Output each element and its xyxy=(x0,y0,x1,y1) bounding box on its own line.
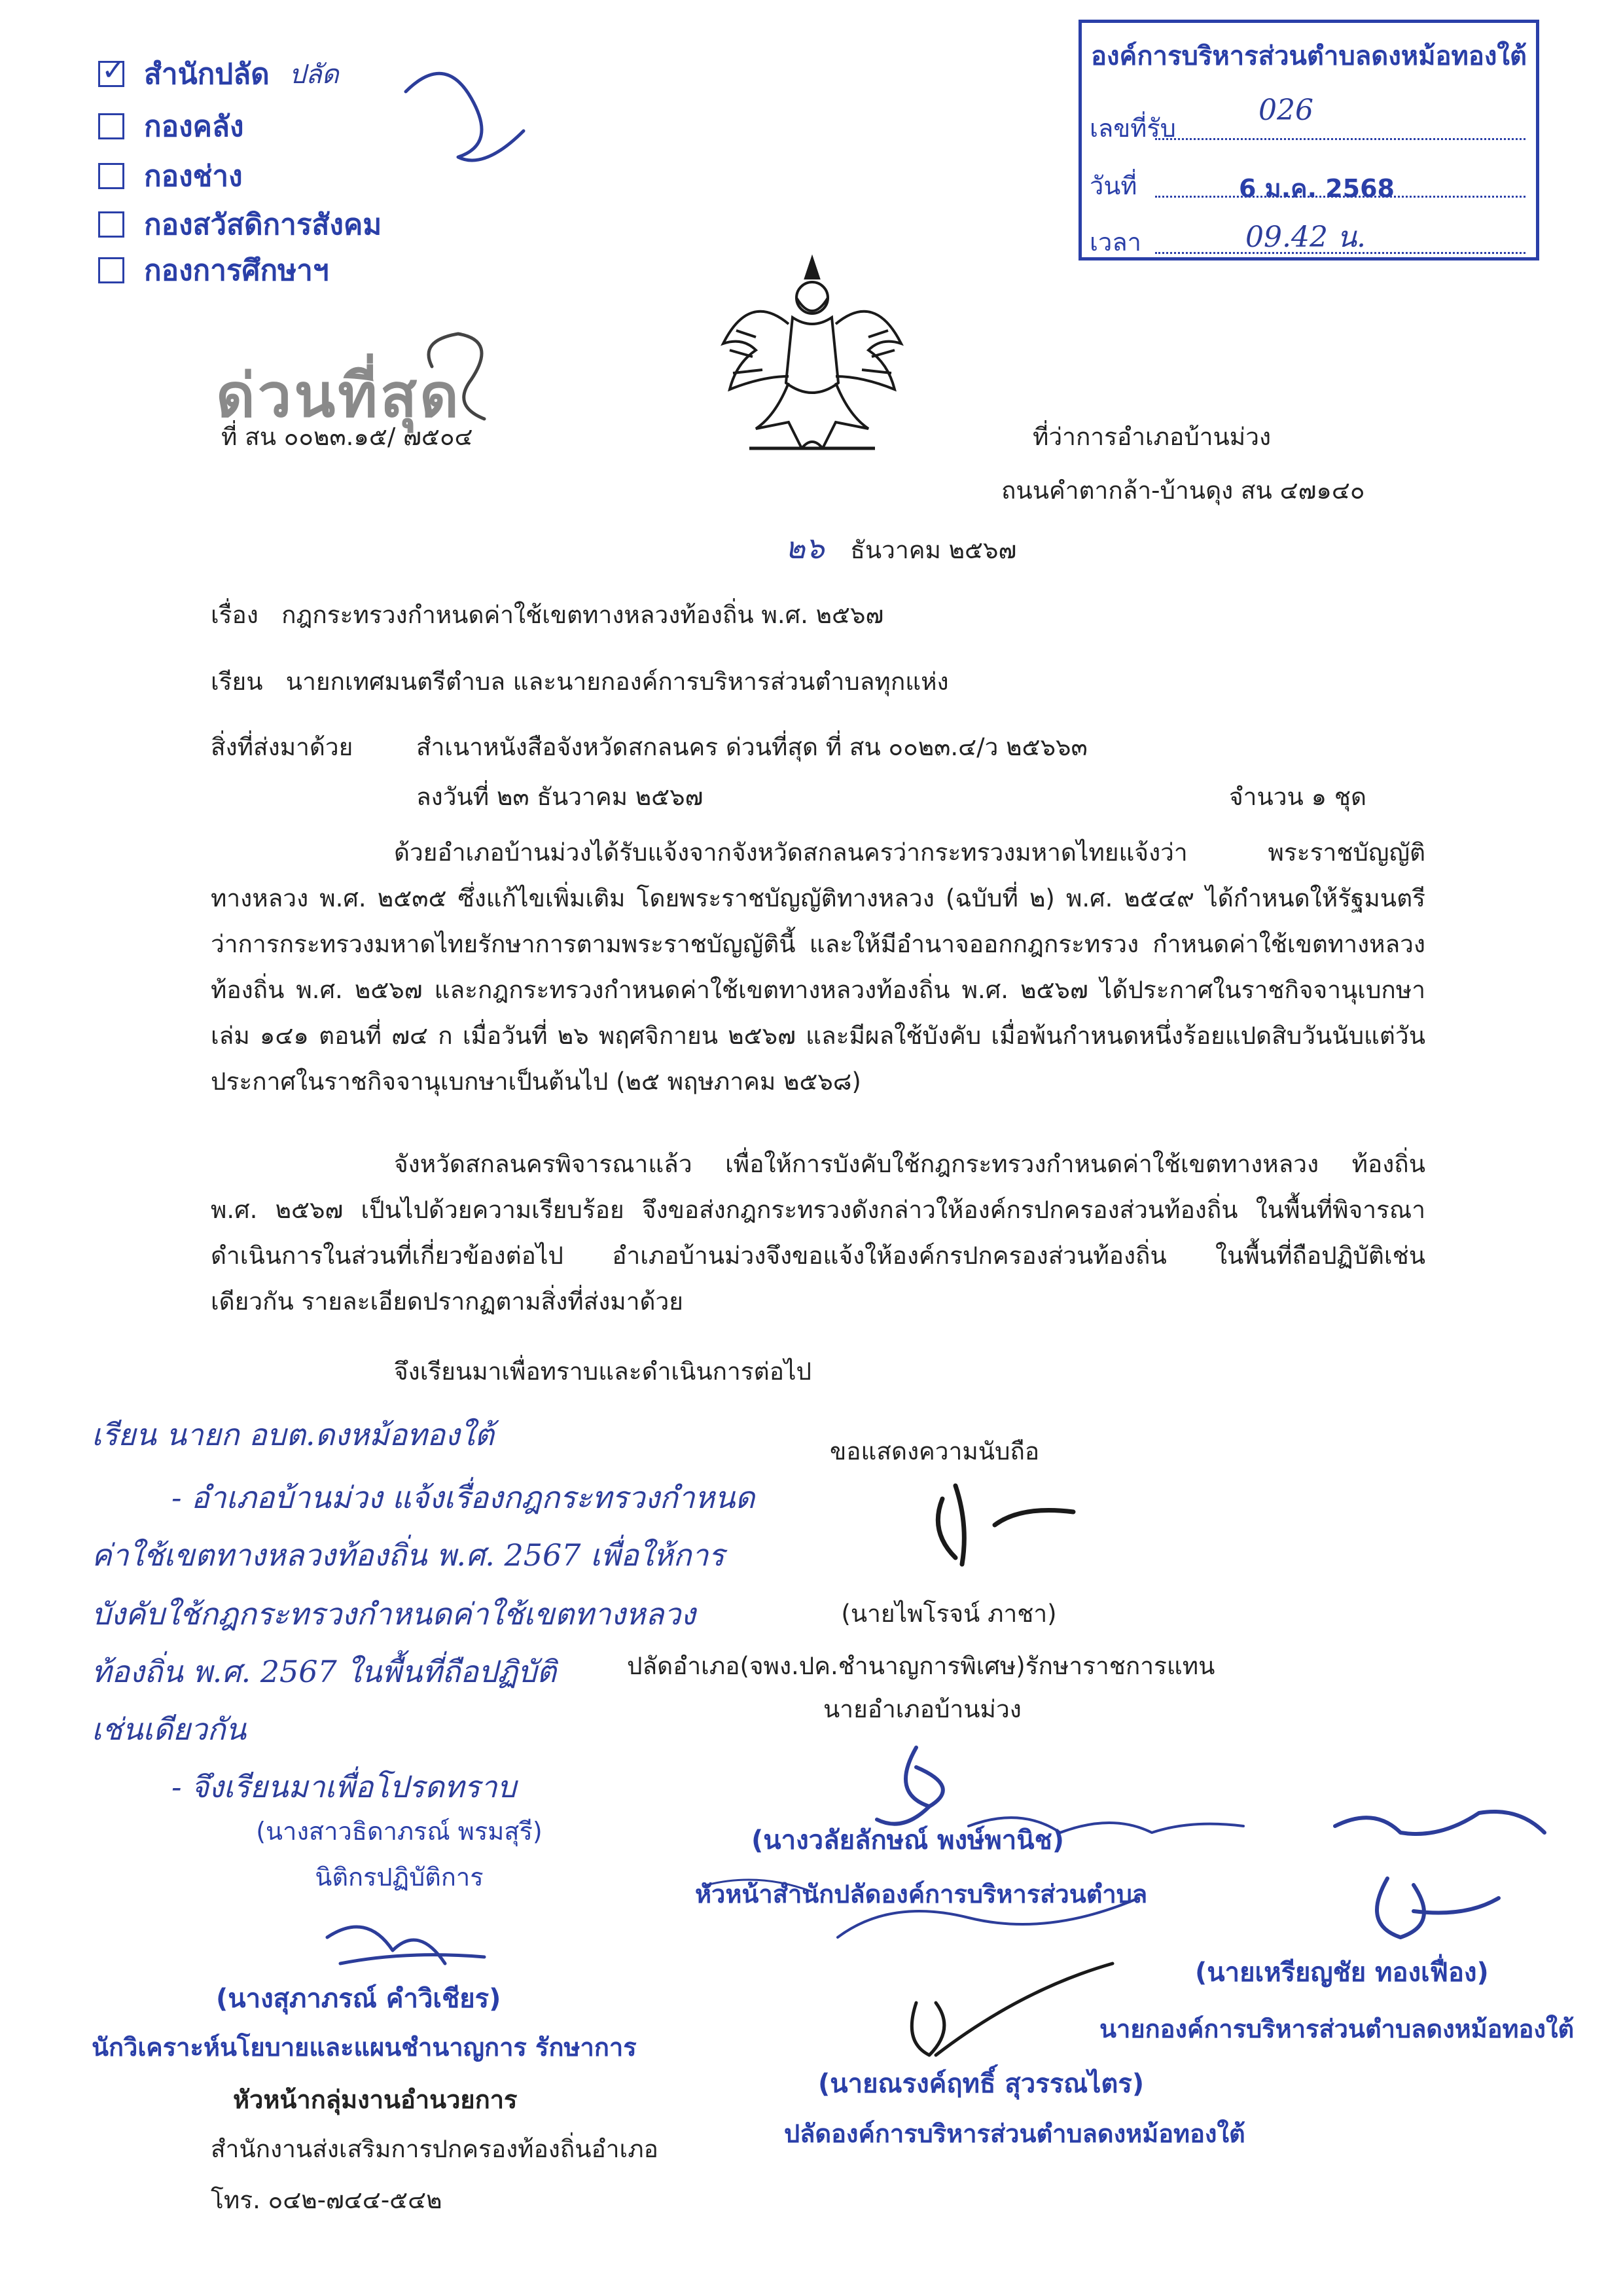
receipt-no-line xyxy=(1155,138,1525,140)
subject-line xyxy=(211,601,883,630)
deputy-chief-signature xyxy=(912,1964,1113,2055)
checkbox xyxy=(98,257,124,283)
legal-officer-name: (นางสาวธิดาภรณ์ พรมสุรี) xyxy=(256,1817,543,1846)
routing-item-label: กองสวัสดิการสังคม xyxy=(144,208,382,242)
mayor-name: (นายเหรียญชัย ทองเฟื่อง) xyxy=(1195,1958,1489,1988)
routing-item-engineering xyxy=(98,153,243,199)
receipt-stamp xyxy=(1079,20,1539,260)
receipt-stamp-org: องค์การบริหารส่วนตำบลดงหม้อทองใต้ xyxy=(1091,41,1527,71)
footer-phone: โทร. ๐๔๒-๗๔๔-๕๔๒ xyxy=(211,2186,442,2214)
mayor-initials xyxy=(1377,1878,1499,1937)
routing-item-label: สำนักปลัด xyxy=(144,58,270,91)
routing-item-admin-office xyxy=(98,51,339,97)
enclosure-line-2: ลงวันที่ ๒๓ ธันวาคม ๒๕๖๗ xyxy=(416,783,704,811)
closing-line: จึงเรียนมาเพื่อทราบและดำเนินการต่อไป xyxy=(394,1357,812,1386)
regards: ขอแสดงความนับถือ xyxy=(830,1437,1040,1465)
recipient-line xyxy=(211,668,949,696)
checkbox xyxy=(98,113,124,139)
signatory-signature xyxy=(938,1486,1073,1564)
enclosure-line-1: สำเนาหนังสือจังหวัดสกลนคร ด่วนที่สุด ที่ สน ๐๐๒๓.๔/ว ๒๕๖๖๓ xyxy=(416,733,1088,761)
receipt-time-label: เวลา xyxy=(1090,228,1141,257)
body-paragraph-1-text: ด้วยอำเภอบ้านม่วงได้รับแจ้งจากจังหวัดสกลนครว่ากระทรวงมหาดไทยแจ้งว่า พระราชบัญญัติทางหลวง พ.ศ. ๒๕๓๕ ซึ่งแก้ไขเพิ่มเติม โดยพระราชบัญญัติทางหลวง (ฉบับที่ ๒) พ.ศ. ๒๕๔๙ ได้กำหนดให้รัฐมนตรีว่าการกระทรวงมหาดไทยรักษาการตามพระราชบัญญัตินี้ และให้มีอำนาจออกกฎกระทรวง กำหนดค่าใช้เขตทางหลวงท้องถิ่น พ.ศ. ๒๕๖๗ และกฎกระทรวงกำหนดค่าใช้เขตทางหลวงท้องถิ่น พ.ศ. ๒๕๖๗ ได้ประกาศในราชกิจจานุเบกษา เล่ม ๑๔๑ ตอนที่ ๗๔ ก เมื่อวันที่ ๒๖ พฤศจิกายน ๒๕๖๗ และมีผลใช้บังคับ เมื่อพ้นกำหนดหนึ่งร้อยแปดสิบวันนับแต่วันประกาศในราชกิจจานุเบกษาเป็นต้นไป (๒๕ พฤษภาคม ๒๕๖๘) xyxy=(211,838,1425,1096)
reference-number xyxy=(221,423,473,452)
checkbox xyxy=(98,211,124,238)
analyst-signature xyxy=(327,1927,484,1964)
routing-item-education xyxy=(98,247,329,293)
mayor-signature xyxy=(1335,1812,1544,1834)
routing-item-label: กองการศึกษาฯ xyxy=(144,254,329,287)
body-paragraph-1 xyxy=(211,830,1425,1105)
receipt-no-value: 026 xyxy=(1258,94,1313,127)
receipt-no-label: เลขที่รับ xyxy=(1090,114,1176,143)
body-paragraph-2 xyxy=(211,1141,1425,1325)
receipt-date-value: 6 ม.ค. 2568 xyxy=(1239,174,1395,203)
analyst-position-1: นักวิเคราะห์นโยบายและแผนชำนาญการ รักษาการ xyxy=(92,2033,637,2062)
minute-line: - อำเภอบ้านม่วง แจ้งเรื่องกฎกระทรวงกำหนด xyxy=(171,1480,755,1515)
routing-item-social-welfare xyxy=(98,202,382,247)
garuda-emblem-icon xyxy=(710,252,914,461)
deputy-chief-position: ปลัดองค์การบริหารส่วนตำบลดงหม้อทองใต้ xyxy=(784,2119,1245,2148)
checkbox xyxy=(98,54,126,87)
deputy-chief-name: (นายณรงค์ฤทธิ์ สุวรรณไตร) xyxy=(818,2069,1145,2099)
receipt-date-label: วันที่ xyxy=(1090,171,1137,200)
mayor-position: นายกองค์การบริหารส่วนตำบลดงหม้อทองใต้ xyxy=(1099,2015,1575,2043)
letter-date xyxy=(785,530,1016,566)
deputy-head-name: (นางวลัยลักษณ์ พงษ์พานิช) xyxy=(751,1825,1065,1856)
date-month-year: ธันวาคม ๒๕๖๗ xyxy=(850,536,1017,564)
minute-line: เช่นเดียวกัน xyxy=(92,1712,247,1747)
minute-line: ท้องถิ่น พ.ศ. 2567 ในพื้นที่ถือปฏิบัติ xyxy=(92,1654,557,1689)
recipient-label: เรียน xyxy=(211,668,263,696)
minute-line: บังคับใช้กฎกระทรวงกำหนดค่าใช้เขตทางหลวง xyxy=(92,1596,696,1632)
urgency-stamp: ด่วนที่สุด xyxy=(216,361,461,431)
checkbox xyxy=(98,163,124,189)
minute-line: - จึงเรียนมาเพื่อโปรดทราบ xyxy=(171,1769,516,1804)
issuer-line-1: ที่ว่าการอำเภอบ้านม่วง xyxy=(1033,423,1272,451)
deputy-head-position: หัวหน้าสำนักปลัดองค์การบริหารส่วนตำบล xyxy=(695,1880,1148,1909)
check-icon: ✓ xyxy=(101,54,126,87)
issuer-line-2: ถนนคำตากล้า-บ้านดุง สน ๔๗๑๔๐ xyxy=(1001,476,1365,505)
subject-label: เรื่อง xyxy=(211,601,259,629)
signatory-name: (นายไพโรจน์ ภาชา) xyxy=(841,1600,1057,1628)
analyst-position-2: หัวหน้ากลุ่มงานอำนวยการ xyxy=(233,2085,518,2114)
minute-line: ค่าใช้เขตทางหลวงท้องถิ่น พ.ศ. 2567 เพื่อให้การ xyxy=(92,1537,724,1573)
legal-officer-position: นิติกรปฏิบัติการ xyxy=(315,1863,484,1892)
footer-office: สำนักงานส่งเสริมการปกครองท้องถิ่นอำเภอ xyxy=(211,2135,658,2163)
receipt-time-value: 09.42 น. xyxy=(1245,221,1366,254)
routing-item-label: กองคลัง xyxy=(144,110,244,143)
routing-signature xyxy=(406,73,524,160)
subject-text: กฎกระทรวงกำหนดค่าใช้เขตทางหลวงท้องถิ่น พ.ศ. ๒๕๖๗ xyxy=(281,601,884,629)
minute-signature xyxy=(877,1748,943,1824)
routing-item-label: กองช่าง xyxy=(144,160,243,193)
recipient-text: นายกเทศมนตรีตำบล และนายกองค์การบริหารส่วนตำบลทุกแห่ง xyxy=(285,668,949,696)
routing-item-finance xyxy=(98,103,243,149)
enclosure-label: สิ่งที่ส่งมาด้วย xyxy=(211,733,353,761)
routing-handwritten-note: ปลัด xyxy=(289,60,339,90)
minute-line: เรียน นายก อบต.ดงหม้อทองใต้ xyxy=(92,1417,494,1452)
body-paragraph-2-text: จังหวัดสกลนครพิจารณาแล้ว เพื่อให้การบังคับใช้กฎกระทรวงกำหนดค่าใช้เขตทางหลวง ท้องถิ่น พ.ศ. ๒๕๖๗ เป็นไปด้วยความเรียบร้อย จึงขอส่งกฎกระทรวงดังกล่าวให้องค์กรปกครองส่วนท้องถิ่น ในพื้นที่พิจารณาดำเนินการในส่วนที่เกี่ยวข้องต่อไป อำเภอบ้านม่วงจึงขอแจ้งให้องค์กรปกครองส่วนท้องถิ่น ในพื้นที่ถือปฏิบัติเช่นเดียวกัน รายละเอียดปรากฏตามสิ่งที่ส่งมาด้วย xyxy=(211,1150,1425,1316)
enclosure-quantity: จำนวน ๑ ชุด xyxy=(1229,783,1366,811)
analyst-name: (นางสุภาภรณ์ คำวิเชียร) xyxy=(216,1984,501,2014)
signatory-position-1: ปลัดอำเภอ(จพง.ปค.ชำนาญการพิเศษ)รักษาราชการแทน xyxy=(627,1652,1215,1680)
date-day-handwritten: ๒๖ xyxy=(785,530,825,565)
signatory-position-2: นายอำเภอบ้านม่วง xyxy=(823,1695,1022,1723)
reference-number-text: ที่ สน ๐๐๒๓.๑๕/ ๗๕๐๔ xyxy=(221,423,473,451)
